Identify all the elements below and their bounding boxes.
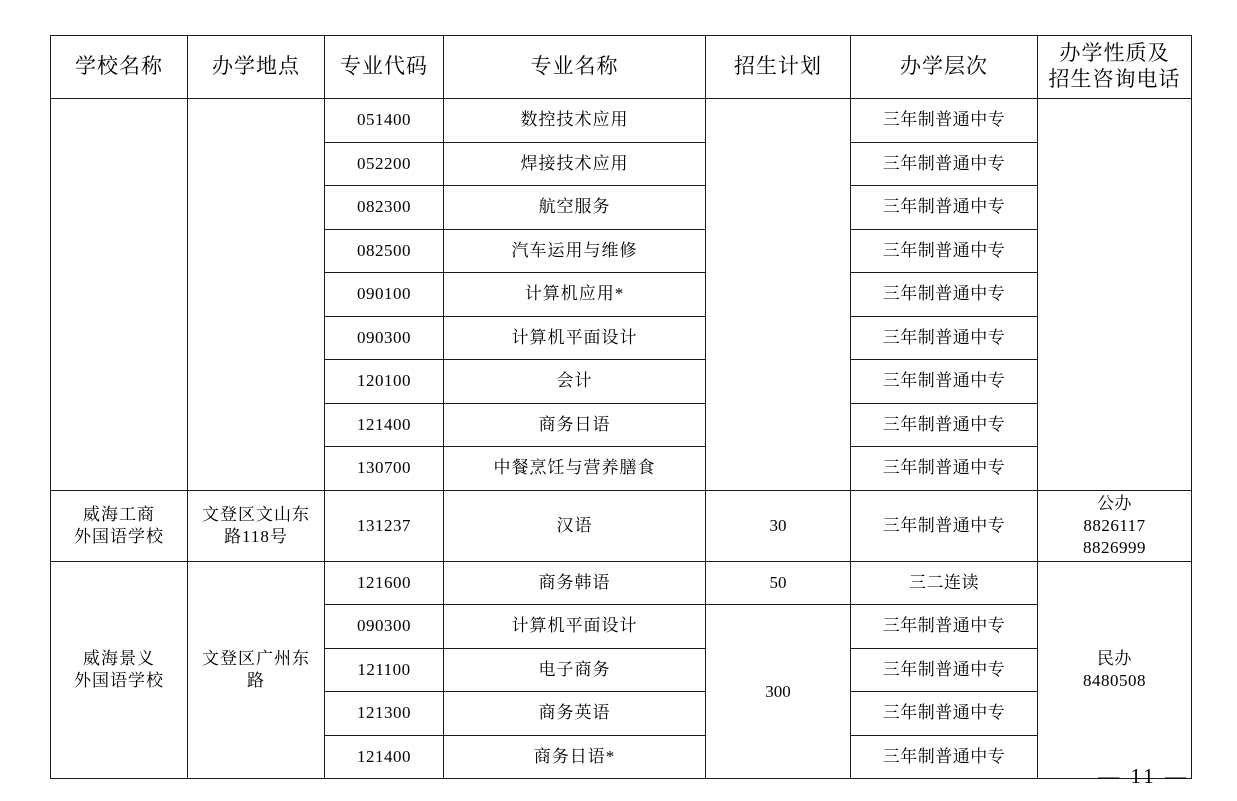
cell-major-code: 090300 (325, 316, 444, 360)
cell-education-level: 三年制普通中专 (851, 692, 1038, 736)
cell-major-code: 052200 (325, 142, 444, 186)
column-header-major-name: 专业名称 (444, 36, 706, 99)
cell-major-name: 商务日语* (444, 735, 706, 779)
cell-education-level: 三年制普通中专 (851, 99, 1038, 143)
cell-education-level: 三年制普通中专 (851, 605, 1038, 649)
cell-enrollment-plan: 30 (706, 490, 851, 561)
location-line1: 文登区广州东 (202, 648, 310, 668)
cell-major-name: 电子商务 (444, 648, 706, 692)
location-line2: 路 (247, 671, 265, 691)
table-body (51, 99, 1192, 779)
cell-education-level: 三年制普通中专 (851, 490, 1038, 561)
cell-major-name: 计算机平面设计 (444, 605, 706, 649)
cell-major-code: 131237 (325, 490, 444, 561)
cell-major-name: 商务韩语 (444, 561, 706, 605)
column-header-nature-and-phone-line1: 办学性质及 (1059, 41, 1170, 66)
cell-education-level: 三年制普通中专 (851, 142, 1038, 186)
cell-school-name-blank-top (51, 99, 188, 491)
cell-enrollment-plan: 300 (706, 605, 851, 779)
contact-nature: 公办 (1097, 493, 1132, 513)
cell-major-code: 121100 (325, 648, 444, 692)
table-header (51, 36, 1192, 99)
column-header-school-name: 学校名称 (51, 36, 188, 99)
cell-major-code: 130700 (325, 447, 444, 491)
page-number: — 11 — (1098, 764, 1189, 788)
enrollment-table (50, 35, 1192, 779)
cell-major-code: 120100 (325, 360, 444, 404)
cell-enrollment-plan-blank-top (706, 99, 851, 491)
school-name-line1: 威海景义 (83, 648, 155, 668)
cell-major-code: 121300 (325, 692, 444, 736)
contact-phone-1: 8826117 (1083, 515, 1146, 535)
cell-contact (1038, 561, 1192, 779)
contact-phone-2: 8826999 (1083, 537, 1146, 557)
cell-education-level: 三年制普通中专 (851, 648, 1038, 692)
cell-education-level: 三年制普通中专 (851, 229, 1038, 273)
school-name-line2: 外国语学校 (74, 671, 164, 691)
cell-major-name: 中餐烹饪与营养膳食 (444, 447, 706, 491)
table-row (51, 99, 1192, 143)
column-header-major-code: 专业代码 (325, 36, 444, 99)
cell-major-code: 090300 (325, 605, 444, 649)
cell-education-level: 三年制普通中专 (851, 403, 1038, 447)
column-header-enrollment-plan: 招生计划 (706, 36, 851, 99)
table-row (51, 490, 1192, 561)
cell-location (188, 561, 325, 779)
table-header-row (51, 36, 1192, 99)
contact-nature: 民办 (1097, 648, 1132, 668)
cell-major-name: 计算机平面设计 (444, 316, 706, 360)
cell-education-level: 三年制普通中专 (851, 273, 1038, 317)
cell-school-name (51, 561, 188, 779)
cell-major-name: 汽车运用与维修 (444, 229, 706, 273)
column-header-nature-and-phone (1038, 36, 1192, 99)
cell-major-name: 商务日语 (444, 403, 706, 447)
column-header-nature-and-phone-line2: 招生咨询电话 (1048, 67, 1181, 91)
cell-contact-blank-top (1038, 99, 1192, 491)
cell-education-level: 三年制普通中专 (851, 316, 1038, 360)
cell-major-code: 082500 (325, 229, 444, 273)
contact-phone-1: 8480508 (1083, 671, 1146, 691)
cell-major-name: 数控技术应用 (444, 99, 706, 143)
cell-major-code: 121400 (325, 735, 444, 779)
cell-school-name (51, 490, 188, 561)
cell-major-code: 090100 (325, 273, 444, 317)
cell-education-level: 三年制普通中专 (851, 186, 1038, 230)
cell-education-level: 三年制普通中专 (851, 360, 1038, 404)
cell-major-name: 航空服务 (444, 186, 706, 230)
cell-education-level: 三年制普通中专 (851, 735, 1038, 779)
cell-major-name: 会计 (444, 360, 706, 404)
location-line2: 路118号 (224, 526, 288, 546)
cell-major-code: 121400 (325, 403, 444, 447)
cell-education-level: 三年制普通中专 (851, 447, 1038, 491)
cell-major-code: 082300 (325, 186, 444, 230)
cell-major-code: 051400 (325, 99, 444, 143)
cell-enrollment-plan: 50 (706, 561, 851, 605)
cell-location-blank-top (188, 99, 325, 491)
column-header-education-level-text: 办学层次 (900, 54, 988, 79)
cell-major-code: 121600 (325, 561, 444, 605)
column-header-education-level (851, 36, 1038, 99)
cell-location (188, 490, 325, 561)
cell-major-name: 商务英语 (444, 692, 706, 736)
school-name-line2: 外国语学校 (74, 526, 164, 546)
table-row (51, 561, 1192, 605)
cell-major-name: 计算机应用* (444, 273, 706, 317)
location-line1: 文登区文山东 (202, 504, 310, 524)
cell-contact (1038, 490, 1192, 561)
column-header-location: 办学地点 (188, 36, 325, 99)
school-name-line1: 威海工商 (83, 504, 155, 524)
cell-major-name: 汉语 (444, 490, 706, 561)
cell-education-level: 三二连读 (851, 561, 1038, 605)
cell-major-name: 焊接技术应用 (444, 142, 706, 186)
